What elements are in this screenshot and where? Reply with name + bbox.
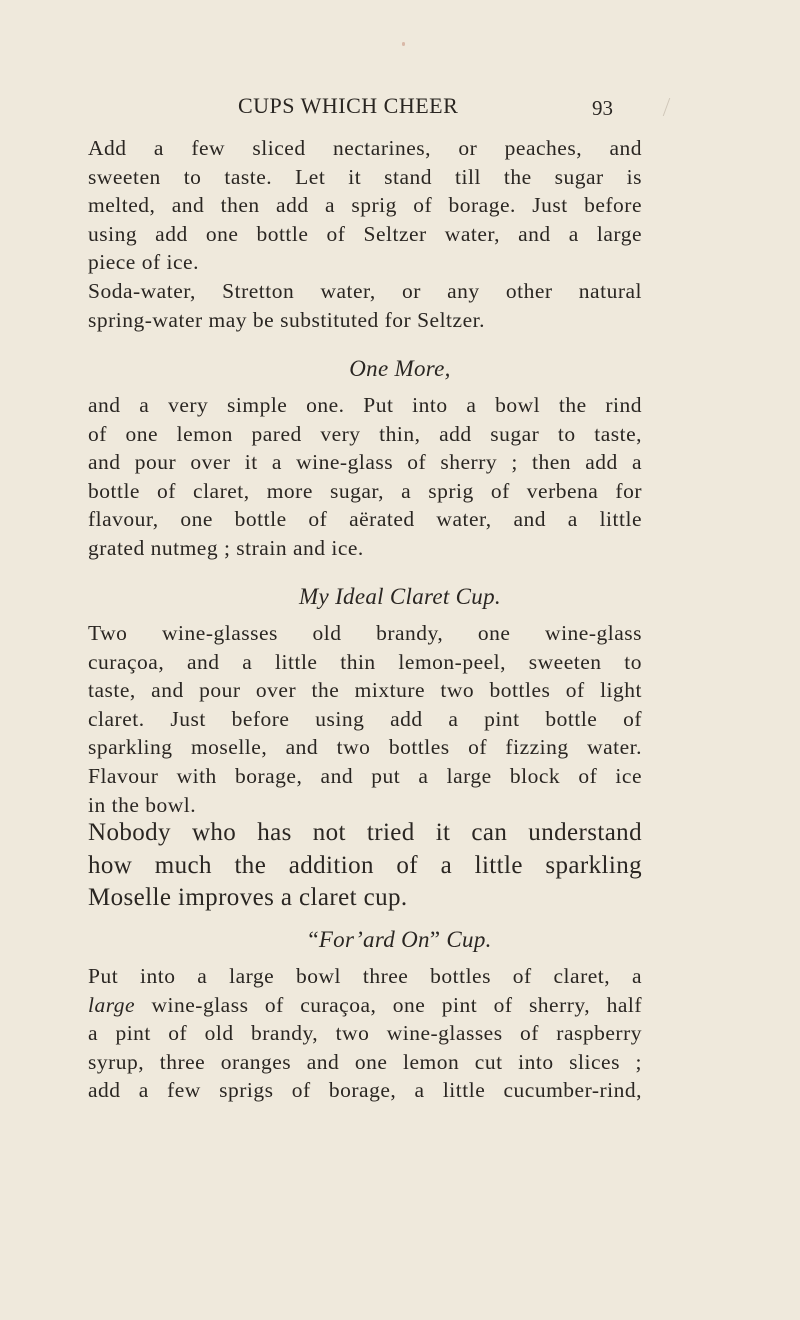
text-line: Two wine-glasses old brandy, one wine-glass bbox=[88, 621, 642, 645]
text-line: in the bowl. bbox=[88, 792, 197, 817]
text-line-rest: wine-glass of curaçoa, one pint of sherry, half bbox=[135, 992, 642, 1017]
intro-note-paragraph bbox=[88, 277, 642, 334]
text-line: grated nutmeg ; strain and ice. bbox=[88, 535, 364, 560]
text-line: taste, and pour over the mixture two bottles of light bbox=[88, 678, 642, 703]
text-line: Moselle improves a claret cup. bbox=[88, 884, 408, 911]
text-line: flavour, one bottle of aërated water, and a little bbox=[88, 507, 642, 532]
text-line: add a few sprigs of borage, a little cucumber-rind, bbox=[88, 1078, 642, 1103]
text-line: Flavour with borage, and put a large block of ice bbox=[88, 763, 642, 788]
recipe-heading-one-more: One More, bbox=[349, 356, 451, 381]
text-line bbox=[88, 991, 642, 1020]
recipe-heading-ideal-claret-cup: My Ideal Claret Cup. bbox=[299, 584, 501, 609]
heading-rest: Cup. bbox=[440, 927, 492, 952]
text-line: Add a few sliced nectarines, or peaches, and bbox=[88, 136, 642, 160]
text-line: spring-water may be substituted for Seltzer. bbox=[88, 307, 485, 332]
text-line: using add one bottle of Seltzer water, and a large bbox=[88, 221, 642, 246]
text-line: Soda-water, Stretton water, or any other natural bbox=[88, 279, 642, 303]
one-more-paragraph bbox=[88, 391, 642, 563]
intro-paragraph bbox=[88, 134, 642, 277]
text-line: and pour over it a wine-glass of sherry ; then add a bbox=[88, 450, 642, 475]
open-quote: “ bbox=[308, 927, 319, 952]
page-number: 93 bbox=[592, 96, 613, 120]
heading-italic: For’ard On bbox=[318, 927, 430, 952]
text-line: curaçoa, and a little thin lemon-peel, sweeten to bbox=[88, 649, 642, 674]
text-line: Put into a large bowl three bottles of claret, a bbox=[88, 964, 642, 988]
text-line: piece of ice. bbox=[88, 250, 199, 275]
text-line: claret. Just before using add a pint bottle of bbox=[88, 706, 642, 731]
text-line: Nobody who has not tried it can understand bbox=[88, 819, 642, 846]
forard-on-paragraph bbox=[88, 962, 642, 1105]
recipe-heading-forard-on-cup bbox=[0, 925, 800, 955]
text-line: sparkling moselle, and two bottles of fizzing water. bbox=[88, 735, 642, 760]
moselle-note bbox=[88, 817, 642, 915]
emphasis-large: large bbox=[88, 992, 136, 1017]
text-line: of one lemon pared very thin, add sugar to taste, bbox=[88, 421, 642, 446]
text-line: sweeten to taste. Let it stand till the sugar is bbox=[88, 164, 642, 189]
paper-speck bbox=[402, 42, 405, 46]
text-line: how much the addition of a little sparkling bbox=[88, 851, 642, 879]
running-title: CUPS WHICH CHEER bbox=[238, 93, 459, 118]
running-head bbox=[0, 92, 800, 122]
text-line: a pint of old brandy, two wine-glasses of raspberry bbox=[88, 1021, 642, 1046]
close-quote: ” bbox=[429, 927, 441, 952]
text-line: syrup, three oranges and one lemon cut into slices ; bbox=[88, 1049, 642, 1074]
text-line: bottle of claret, more sugar, a sprig of verbena for bbox=[88, 478, 642, 503]
ideal-claret-paragraph bbox=[88, 619, 642, 819]
text-line: and a very simple one. Put into a bowl the rind bbox=[88, 393, 642, 417]
text-line: melted, and then add a sprig of borage. Just before bbox=[88, 193, 642, 218]
